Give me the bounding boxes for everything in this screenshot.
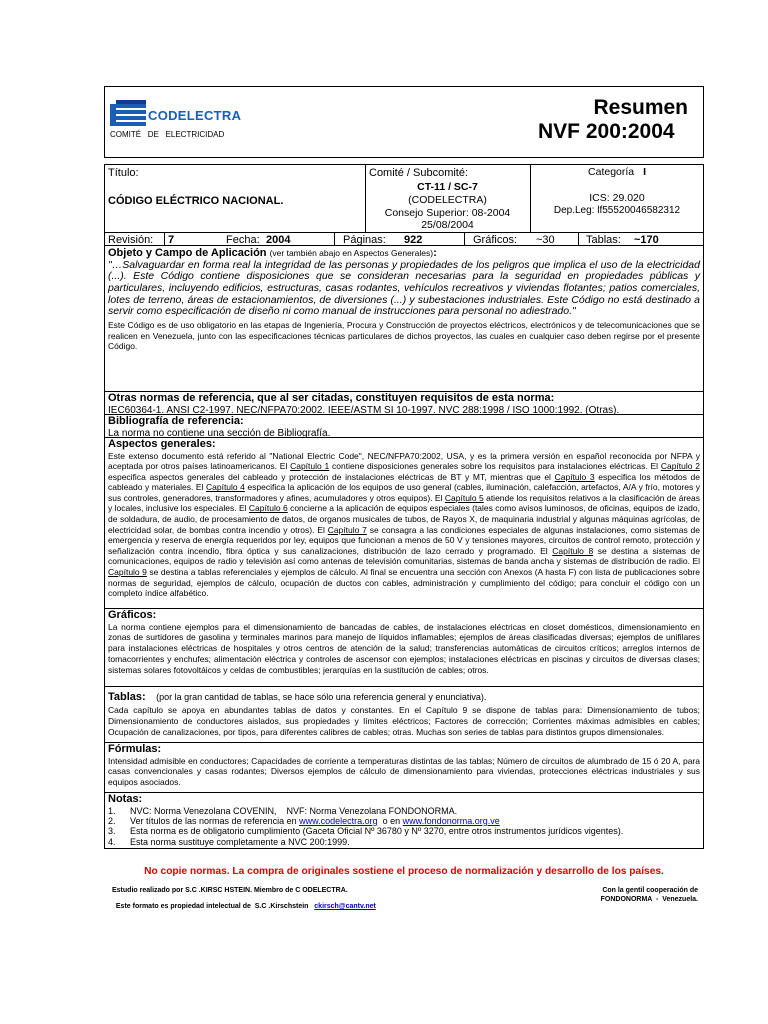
paginas-label: Páginas: xyxy=(343,234,386,246)
biblio-text: La norma no contiene una sección de Bibliografía. xyxy=(108,427,331,438)
revision-row xyxy=(108,234,704,246)
titulo-value: CÓDIGO ELÉCTRICO NACIONAL. xyxy=(108,195,284,207)
link-capitulo-8: Capítulo 8 xyxy=(552,545,594,556)
categoria-label xyxy=(530,166,704,178)
nota-text: Ver títulos de las normas de referencia en xyxy=(130,815,300,826)
categoria-label-text: Categoría xyxy=(588,166,635,178)
footer-left-1: Estudio realizado por S.C .KIRSC HSTEIN. Miembro de C ODELECTRA. xyxy=(112,887,348,894)
link-capitulo-7: Capítulo 7 xyxy=(327,524,367,535)
aspectos-section xyxy=(104,438,704,609)
aspectos-p9: se destina a sistemas de comunicaciones, equipos de radio y televisión así como antenas de televisión comunitarias, sistemas de banda ancha y sistemas de distribución de radio. El xyxy=(108,545,701,567)
aspectos-p7: concierne a la aplicación de equipos especiales (tales como avisos luminosos, de oficinas, equipos de izado, de soldadura, de audio, de procesamiento de datos, de organos musicales de tubos, de Rayos X, de maquinaria industrial y algunas máquinas agrícolas, de electricidad solar, de bombas contra incendio y otros). El xyxy=(108,503,700,535)
link-capitulo-3: Capítulo 3 xyxy=(554,471,595,482)
aspectos-text xyxy=(108,451,700,599)
nota-item xyxy=(108,826,700,836)
aspectos-heading: Aspectos generales: xyxy=(108,438,216,450)
otras-text: IEC60364-1. ANSI C2-1997. NEC/NFPA70:2002. IEEE/ASTM SI 10-1997. NVC 288:1998 / ISO 1000:1992. (Otras). xyxy=(108,404,620,415)
nota-num: 2. xyxy=(108,815,116,826)
page-title-line1: Resumen xyxy=(593,96,688,119)
fecha-value: 2004 xyxy=(266,234,291,246)
graficos-value: ~30 xyxy=(536,234,555,246)
nota-num: 1. xyxy=(108,805,116,816)
nota-num: 4. xyxy=(108,836,116,847)
nota-item xyxy=(108,806,700,816)
comite-code: CT-11 / SC-7 xyxy=(417,181,478,193)
aspectos-p10: se destina a tablas referenciales y ejemplos de cálculo. Al final se encuentra una sección con Anexos (A hasta F) con lista de publicaciones sobre normas de seguridad, ejemplos de cálculo, ocupación de ductos con cables, administración y cumplimiento del código; para concluir el código con un completo índice alfabético. xyxy=(108,567,700,599)
aspectos-p6: atiende los requisitos relativos a la clasificación de áreas y locales, inclusive los especiales. El xyxy=(108,492,701,514)
aspectos-p1: Este extenso documento está referido al "National Electric Code", NEC/NFPA70:2002, USA, y es la primera versión en español reconocida por NFPA y aceptada por otros países latinoamericanos. El xyxy=(108,450,700,472)
aspectos-p2: contiene disposiciones generales sobre los requisitos para instalaciones eléctricas. El xyxy=(329,461,661,472)
biblio-section xyxy=(104,415,704,438)
nota-text: NVC: Norma Venezolana COVENIN, NVF: Norma Venezolana FONDONORMA. xyxy=(130,805,458,816)
aspectos-p3: especifica aspectos generales del cableado y protección de instalaciones eléctricas de BT y MT, mientras que el xyxy=(108,471,555,482)
link-fondonorma[interactable]: www.fondonorma.org.ve xyxy=(402,815,500,826)
tablas-heading: Tablas: xyxy=(108,691,146,703)
footer-left-2 xyxy=(112,896,376,910)
objeto-text: Este Código es de uso obligatorio en las etapas de Ingeniería, Procura y Construcción de proyectos eléctricos, electrónicos y de telecomunicaciones que se realicen en Venezuela, junto con las especificaciones técnicas particulares de dichos proyectos, las cuales en cualquier caso deben regirse por el presente Código. xyxy=(108,320,700,352)
fecha-consejo: 25/08/2004 xyxy=(421,219,474,231)
graficos-section xyxy=(104,609,704,687)
link-capitulo-4: Capítulo 4 xyxy=(205,482,245,493)
tablas-value: ~170 xyxy=(634,234,659,246)
formulas-text: Intensidad admisible en conductores; Capacidades de corriente a temperaturas distintas de las tablas; Número de circuitos de alumbrado de 15 ó 20 A, para casas convencionales y casas rodantes; Diversos ejemplos de cálculo de dimensionamiento para viviendas, protecciones eléctricas industriales y sus equipos asociados. xyxy=(108,755,700,788)
link-capitulo-1: Capítulo 1 xyxy=(290,461,330,472)
comite-label: Comité / Subcomité: xyxy=(369,167,469,179)
nota-item xyxy=(108,837,700,847)
nota-num: 3. xyxy=(108,826,116,837)
comite-org: (CODELECTRA) xyxy=(408,194,487,206)
notas-list xyxy=(108,806,700,848)
graficos-text: La norma contiene ejemplos para el dimensionamiento de bancadas de cables, de instalaciones eléctricas en closet domésticos, dimensionamiento en zonas de surtidores de gasolina y terminales marinos para manejo de líquidos inflamables; ejemplos de áreas clasificadas diversas; ejemplos de unifilares para instalaciones eléctricas de hospitales y otros centros de atención de la salud; transferencias automáticas de circuitos críticos; arreglos internos de tomacorrientes y enchufes; alimentación eléctrica y controles de ascensor con ejemplos; instalaciones eléctricas en piscinas y circuitos de diversas clases; sistemas solares fotovoltáicos y celdas de combustibles; jerarquías en la sustitución de cables; otros. xyxy=(108,621,700,675)
revision-label: Revisión: xyxy=(108,234,154,246)
tablas-section xyxy=(104,687,704,743)
otras-section xyxy=(104,392,704,415)
objeto-heading-text: Objeto y Campo de Aplicación xyxy=(108,247,267,259)
dep-leg: Dep.Leg: lf55520046582312 xyxy=(553,205,681,216)
objeto-heading-note: (ver también abajo en Aspectos Generales) xyxy=(269,248,434,258)
paginas-value: 922 xyxy=(404,234,423,246)
objeto-heading xyxy=(108,247,700,260)
logo-subtitle: COMITÉ DE ELECTRICIDAD xyxy=(110,130,225,139)
link-capitulo-2: Capítulo 2 xyxy=(660,461,700,472)
graficos-heading: Gráficos: xyxy=(108,609,157,621)
logo-mark-icon xyxy=(110,100,150,130)
aspectos-p5: especifica la aplicación de los equipos de uso general (cables, iluminación, calefacción, artefactos, A/A y frío, motores y sus controles, generadores, transformadores y afines, acumuladores y otros equipos). El xyxy=(108,482,701,503)
nota-text: Esta norma sustituye completamente a NVC 200:1999. xyxy=(130,836,350,847)
aspectos-p8: se consagra a las condiciones especiales de algunas instalaciones, como sistemas de emergencia y reserva de energía requeridos por ley, equipos que funcionan a menos de 50 V y tensiones mayores, circuitos de control remoto, protección y señalización contra incendio, fibra óptica y sus canalizaciones, distribución de lazo cerrado y programado. El xyxy=(108,524,701,556)
logo-text: CODELECTRA xyxy=(148,108,242,123)
tablas-heading-row xyxy=(108,687,700,705)
tablas-heading-note: (por la gran cantidad de tablas, se hace sólo una referencia general y enunciativa). xyxy=(156,692,487,702)
tablas-text: Cada capítulo se apoya en abundantes tablas de datos y constantes. En el Capítulo 9 se dispone de tablas para: Dimensionamiento de tubos; Dimensionamiento de conductores aislados, sus propiedades y límites eléctricos; Factores de corrección; Corrientes máximas admisibles en cables; Ocupación de canalizaciones, por tipos, para diferentes calibres de cables; otras. Muchas son series de tablas para distintos grupos dimensionales. xyxy=(108,705,700,737)
link-capitulo-5: Capítulo 5 xyxy=(444,492,484,503)
link-codelectra[interactable]: www.codelectra.org xyxy=(299,815,378,826)
copy-warning: No copie normas. La compra de originales sostiene el proceso de normalización y desarrollo de los países. xyxy=(144,866,664,877)
tablas-label: Tablas: xyxy=(586,234,621,246)
footer-right-1: Con la gentil cooperación de xyxy=(602,887,698,894)
email-link[interactable]: ckirsch@cantv.net xyxy=(314,903,376,910)
ics: ICS: 29.020 xyxy=(589,192,645,204)
footer-left-2-text: Este formato es propiedad intelectual de S.C .Kirschstein xyxy=(115,903,315,910)
formulas-heading: Fórmulas: xyxy=(108,743,162,755)
link-capitulo-9: Capítulo 9 xyxy=(108,567,147,578)
objeto-quote: "…Salvaguardar en forma real la integridad de las personas y propiedades de los peligros que implica el uso de la electricidad (...). Este Código contiene disposiciones que se consideran necesarias para la seguridad en propiedades públicas y particulares, incluyendo edificios, estructuras, casas rodantes, vehículos recreativos y viviendas flotantes; patios comerciales, lotes de terreno, áreas de estacionamientos, de diversiones (...) y subestaciones industriales. Este Código no está destinado a servir como especificación de diseño ni como manual de instrucciones para personal no adiestrado." xyxy=(108,258,700,318)
aspectos-p4: especifica los métodos de cableado y materiales. El xyxy=(108,471,700,493)
nota-text: Esta norma es de obligatorio cumplimiento (Gaceta Oficial Nº 36780 y Nº 3270, entre otros instrumentos jurídicos vigentes). xyxy=(130,826,624,837)
fecha-label: Fecha: xyxy=(226,234,260,246)
notas-section xyxy=(104,793,704,849)
otras-heading: Otras normas de referencia, que al ser citadas, constituyen requisitos de esta norma: xyxy=(108,392,555,404)
graficos-label: Gráficos: xyxy=(473,234,518,246)
consejo: Consejo Superior: 08-2004 xyxy=(384,207,511,219)
page-title-line2: NVF 200:2004 xyxy=(538,120,675,143)
codelectra-logo xyxy=(110,98,250,142)
biblio-heading: Bibliografía de referencia: xyxy=(108,415,244,427)
formulas-section xyxy=(104,743,704,793)
revision-value: 7 xyxy=(168,234,175,246)
link-capitulo-6: Capítulo 6 xyxy=(248,503,288,514)
notas-heading: Notas: xyxy=(108,793,143,805)
nota-text-mid: o en xyxy=(377,815,403,826)
titulo-label: Título: xyxy=(108,167,139,179)
categoria-value: I xyxy=(643,166,646,178)
footer-right-2: FONDONORMA - Venezuela. xyxy=(600,896,698,903)
objeto-heading-colon: : xyxy=(433,247,437,259)
objeto-section xyxy=(104,246,704,392)
nota-item xyxy=(108,816,700,826)
